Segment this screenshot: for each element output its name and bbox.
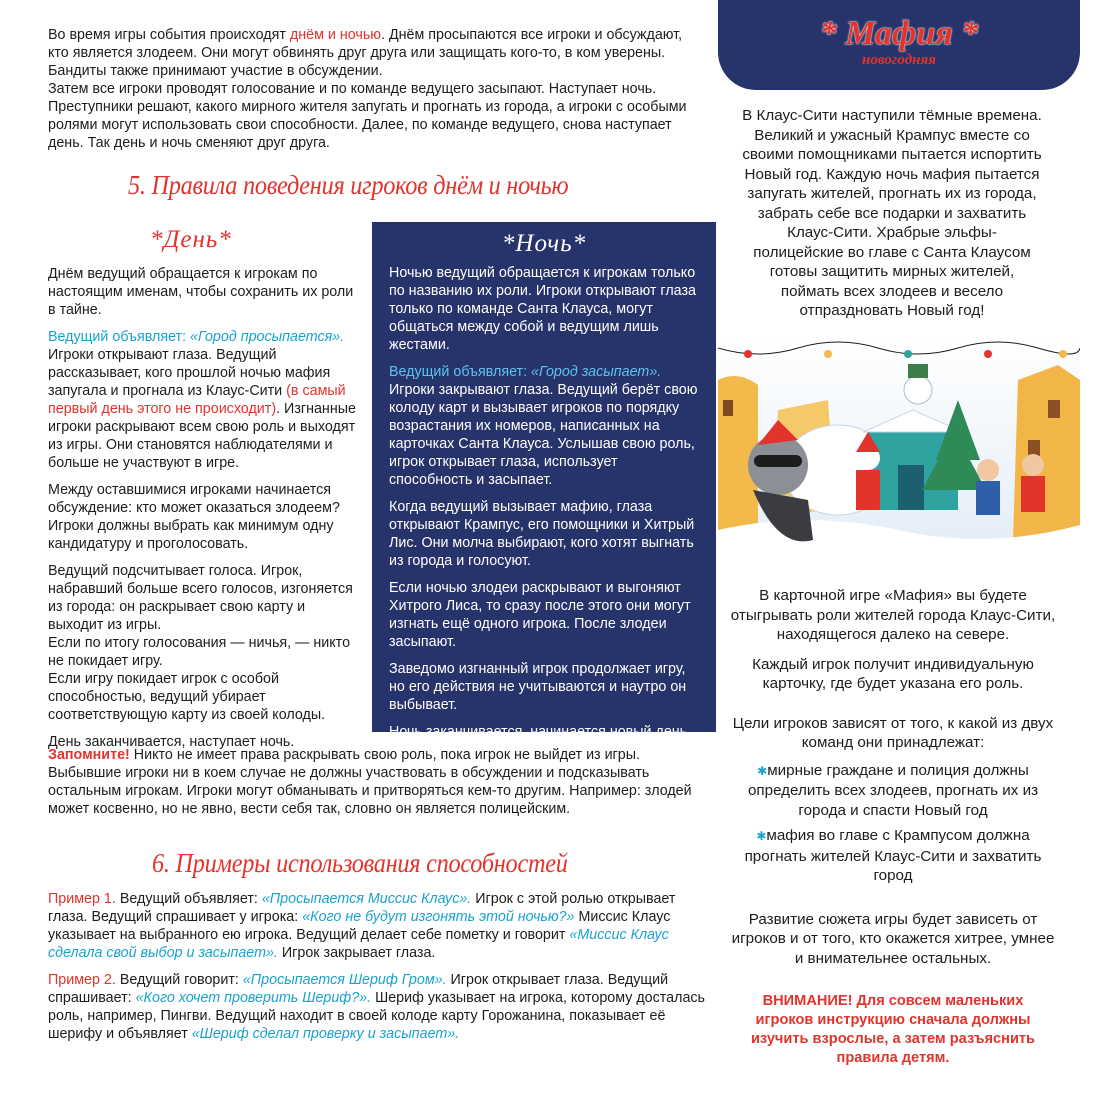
night-paragraph-3: Когда ведущий вызывает мафию, глаза открывают Крампус, его помощники и Хитрый Лис. Они молча выбирают, кого хотят выгнать из города и голосуют.: [389, 499, 695, 569]
night-paragraph-5: Заведомо изгнанный игрок продолжает игру, но его действия не учитываются и наутро он выбывает.: [389, 661, 687, 713]
night-paragraph-1: Ночью ведущий обращается к игрокам только по названию их роли. Игроки открывают глаза только по команде Санта Клауса, могут общаться между собой и ведущим лишь жестами.: [389, 265, 696, 353]
sidebar-paragraph-4: Развитие сюжета игры будет зависеть от игроков и от того, кто окажется хитрее, умнее и внимательнее остальных.: [731, 910, 1055, 967]
night-column: [372, 258, 716, 741]
day-paragraph-2: Ведущий объявляет: «Город просыпается». Игроки открывают глаза. Ведущий рассказывает, кого прошлой ночью мафия запугала и прогнала из Клаус-Сити (в самый первый день этого не происходит). Изгнанные игроки раскрывают всем свою роль и выходят из игры. Они становятся наблюдателями и больше не участвуют в игре.: [48, 329, 356, 471]
intro-paragraph-2: Затем все игроки проводят голосование и по команде ведущего засыпают. Наступает ночь. Преступники решают, какого мирного жителя запугать и прогнать из города, а игроки с особыми ролями могут использовать свои способности. Далее, по команде ведущего, снова наступает день. Так день и ночь сменяют друг друга.: [48, 81, 687, 151]
night-paragraph-4: Если ночью злодеи раскрывают и выгоняют Хитрого Лиса, то сразу после этого они могут изгнать ещё одного игрока. После злодеи засыпают.: [389, 580, 691, 650]
sidebar-paragraph-3: Цели игроков зависят от того, к какой из двух команд они принадлежат:: [732, 714, 1054, 751]
night-paragraph-6: Ночь заканчивается, начинается новый день.: [389, 724, 692, 740]
logo-banner: [718, 0, 1080, 90]
sidebar-paragraph-2: Каждый игрок получит индивидуальную карточку, где будет указана его роль.: [752, 655, 1034, 692]
sidebar-intro: В Клаус-Сити наступили тёмные времена. Великий и ужасный Крампус вместе со своими помощниками пытается испортить Новый год. Каждую ночь мафия пытается запугать жителей, прогнать их из города, забрать себе все подарки и захватить Клаус-Сити. Храбрые эльфы-полицейские во главе с Санта Клаусом готовы защитить мирных жителей, поймать всех злодеев и весело отпраздновать Новый год!: [742, 107, 1042, 319]
logo-title: * Мафия *: [819, 15, 979, 52]
remember-label: Запомните!: [48, 747, 130, 763]
examples: [48, 890, 713, 1043]
night-paragraph-2: Ведущий объявляет: «Город засыпает». Игроки закрывают глаза. Ведущий берёт свою колоду карт и вызывает игроков по порядку возрастания их номеров, написанных на карточках Санта Клауса. Услышав свою роль, игрок открывает глаза, использует способность и засыпает.: [389, 364, 698, 488]
day-paragraph-1: Днём ведущий обращается к игрокам по настоящим именам, чтобы сохранить их роли в тайне.: [48, 266, 354, 318]
day-paragraph-3: Между оставшимися игроками начинается обсуждение: кто может оказаться злодеем? Игроки должны выбрать как минимум одну кандидатуру и проголосовать.: [48, 482, 340, 552]
day-column: [48, 265, 358, 751]
winter-town-illustration: [718, 340, 1080, 578]
sidebar-bullet-2: ✱мафия во главе с Крампусом должна прогнать жителей Клаус-Сити и захватить город: [744, 827, 1042, 884]
remember-note: [48, 746, 713, 818]
section-6-title: 6. Примеры использования способностей: [152, 848, 568, 878]
night-title: *Ночь*: [501, 230, 587, 257]
day-paragraph-4a: Ведущий подсчитывает голоса. Игрок, набравший больше всего голосов, изгоняется из города: он раскрывает свою карту и выходит из игры.: [48, 563, 353, 633]
sidebar-paragraph-1: В карточной игре «Мафия» вы будете отыгрывать роли жителей города Клаус-Сити, находящегося далеко на севере.: [730, 587, 1056, 643]
day-paragraph-4c: Если игру покидает игрок с особой способностью, ведущий убирает соответствующую карту из своей колоды.: [48, 671, 326, 723]
example-1: Пример 1. Ведущий объявляет: «Просыпается Миссис Клаус». Игрок с этой ролью открывает глаза. Ведущий спрашивает у игрока: «Кого не будут изгонять этой ночью?» Миссис Клаус указывает на выбранного ею игрока. Ведущий делает себе пометку и говорит «Миссис Клаус сделала свой выбор и засыпает». Игрок закрывает глаза.: [48, 891, 676, 961]
remember-text: Никто не имеет права раскрывать свою роль, пока игрок не выйдет из игры. Выбывшие игроки ни в коем случае не должны участвовать в обсуждении и подсказывать остальным игрокам. Игроки могут обманывать и притворяться кем-то другим. Например: злодей может косвенно, но не явно, вести себя так, словно он является полицейским.: [48, 747, 692, 817]
day-paragraph-4b: Если по итогу голосования — ничья, — никто не покидает игру.: [48, 635, 351, 669]
day-paragraph-5: День заканчивается, наступает ночь.: [48, 734, 295, 750]
intro-text: [48, 26, 688, 152]
bullet-star-icon: ✱: [757, 763, 768, 778]
logo-subtitle: новогодняя: [862, 52, 936, 68]
example-2: Пример 2. Ведущий говорит: «Просыпается Шериф Гром». Игрок открывает глаза. Ведущий спрашивает: «Кого хочет проверить Шериф?». Шериф указывает на игрока, которому досталась роль, например, Пингви. Ведущий находит в своей колоде карту Горожанина, показывает её шерифу и объявляет «Шериф сделал проверку и засыпает».: [48, 972, 706, 1042]
day-title: *День*: [150, 226, 232, 253]
warning-text: ВНИМАНИЕ! Для совсем маленьких игроков инструкцию сначала должны изучить взрослые, а затем разъяснить правила детям.: [750, 993, 1036, 1066]
sidebar-bullet-1: ✱мирные граждане и полиция должны определить всех злодеев, прогнать их из города и спасти Новый год: [747, 761, 1039, 819]
sidebar-body: [726, 586, 1060, 1068]
intro-paragraph-1: Во время игры события происходят днём и ночью. Днём просыпаются все игроки и обсуждают, кто является злодеем. Они могут обвинять друг друга или защищать кого-то, в ком уверены. Бандиты также принимают участие в обсуждении.: [48, 27, 683, 79]
section-5-title: 5. Правила поведения игроков днём и ночью: [128, 170, 569, 200]
illustration-svg: [718, 340, 1080, 578]
night-panel: [372, 222, 716, 740]
bullet-star-icon: ✱: [756, 829, 767, 843]
